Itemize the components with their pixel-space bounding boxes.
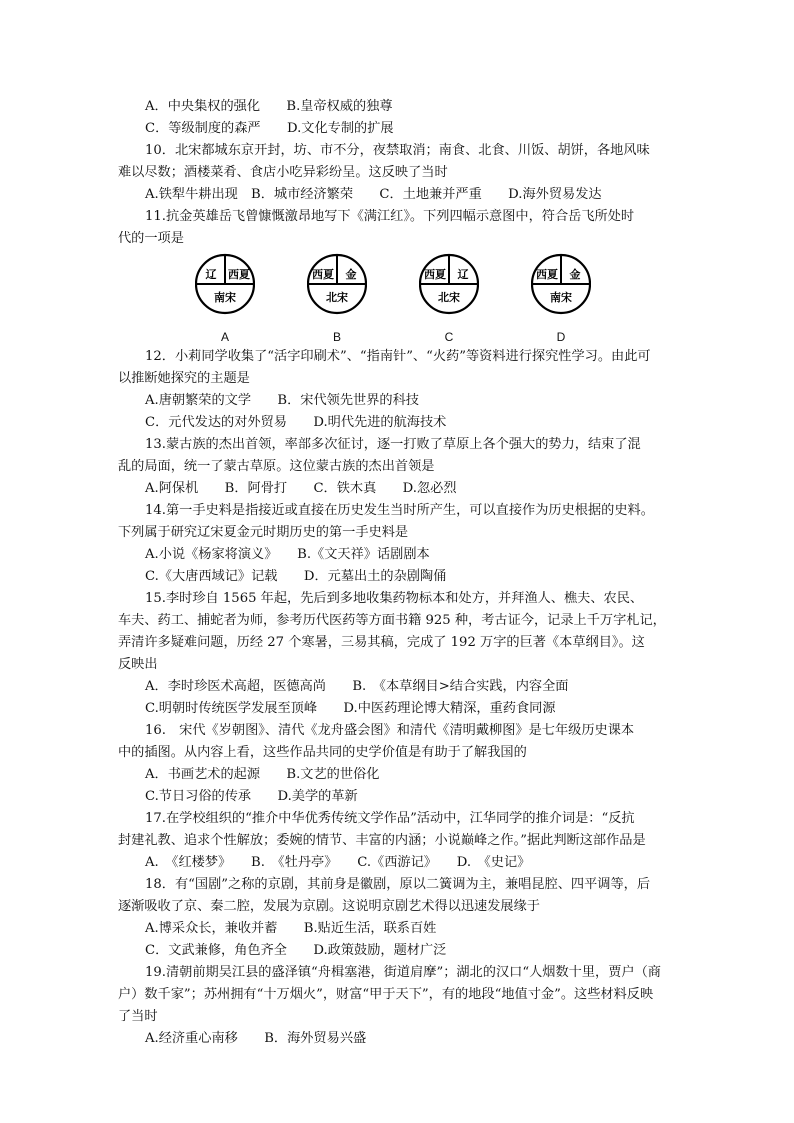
q15-stem-line-2: 车夫、药工、捕蛇者为师，参考历代医药等方面书籍 925 种，考古证今，记录上千万字札记，: [118, 613, 666, 628]
diagram-c-top-left: 西夏: [424, 268, 446, 281]
q12-stem-line-2: 以推断她探究的主题是: [118, 371, 250, 386]
diagram-c-bottom: 北宋: [438, 291, 460, 304]
q17-stem-line-1: 17.在学校组织的“推介中华优秀传统文学作品”活动中，江华同学的推介词是：“反抗: [145, 811, 635, 826]
q19-options-ab: A.经济重心南移 B．海外贸易兴盛: [145, 1031, 367, 1046]
diagram-b-top-left: 西夏: [312, 268, 334, 281]
diagram-a-letter: A: [220, 330, 229, 344]
q16-stem-line-2: 中的插图。从内容上看，这些作品共同的史学价值是有助于了解我国的: [118, 745, 527, 760]
q10-options: A.铁犁牛耕出现 B．城市经济繁荣 C．土地兼并严重 D.海外贸易发达: [145, 187, 602, 202]
q12-options-cd: C．元代发达的对外贸易 D.明代先进的航海技术: [145, 415, 447, 430]
q14-stem-line-2: 下列属于研究辽宋夏金元时期历史的第一手史料是: [118, 525, 409, 540]
diagram-b-bottom: 北宋: [326, 291, 348, 304]
q11-territory-diagrams: [195, 250, 615, 350]
q14-stem-line-1: 14.第一手史料是指接近或直接在历史发生当时所产生，可以直接作为历史根据的史料。: [145, 503, 654, 518]
q14-options-ab: A.小说《杨家将演义》 B.《文天祥》话剧剧本: [145, 547, 430, 562]
diagram-c-letter: C: [444, 330, 454, 344]
q11-stem-line-2: 代的一项是: [118, 231, 184, 246]
q15-stem-line-1: 15.李时珍自 1565 年起，先后到多地收集药物标本和处方，并拜渔人、樵夫、农民、: [145, 591, 644, 606]
diagram-a-circle: [195, 250, 255, 330]
q17-stem-line-2: 封建礼教、追求个性解放；委婉的情节、丰富的内涵；小说巅峰之作。”据此判断这部作品是: [118, 833, 646, 848]
q13-stem-line-1: 13.蒙古族的杰出首领，率部多次征讨，逐一打败了草原上各个强大的势力，结束了混: [145, 437, 641, 452]
diagram-b-circle: [307, 250, 367, 330]
q19-stem-line-2: 户）数千家”；苏州拥有“十万烟火”，财富“甲于天下”，有的地段“地值寸金”。这些材料反映: [118, 987, 654, 1002]
diagram-d-letter: D: [556, 330, 566, 344]
q14-options-cd: C.《大唐西域记》记载 D．元墓出土的杂剧陶俑: [145, 569, 447, 584]
diagram-b-top-right: 金: [345, 268, 357, 281]
diagram-d: [531, 250, 611, 350]
q18-options-cd: C．文武兼修，角色齐全 D.政策鼓励，题材广泛: [145, 943, 447, 958]
q12-stem-line-1: 12．小莉同学收集了“活字印刷术”、“指南针”、“火药”等资料进行探究性学习。由此可: [145, 349, 651, 364]
diagram-a: [195, 250, 275, 350]
diagram-c-top-right: 辽: [457, 268, 469, 281]
q19-stem-line-1: 19.清朝前期吴江县的盛泽镇“舟楫塞港，街道肩摩”；湖北的汉口“人烟数十里，贾户（商: [145, 965, 661, 980]
diagram-d-top-right: 金: [569, 268, 581, 281]
diagram-d-top-left: 西夏: [536, 268, 558, 281]
q13-stem-line-2: 乱的局面，统一了蒙古草原。这位蒙古族的杰出首领是: [118, 459, 435, 474]
diagram-a-top-right: 西夏: [228, 268, 250, 281]
q15-options-ab: A．李时珍医术高超，医德高尚 B. 《本草纲目>结合实践，内容全面: [145, 679, 569, 694]
q10-stem-line-1: 10．北宋都城东京开封，坊、市不分，夜禁取消；南食、北食、川饭、胡饼，各地风味: [145, 143, 650, 158]
diagram-b-letter: B: [332, 330, 341, 344]
q15-stem-line-4: 反映出: [118, 657, 158, 672]
diagram-a-top-left: 辽: [205, 268, 217, 281]
q16-options-ab: A．书画艺术的起源 B.文艺的世俗化: [145, 767, 380, 782]
q17-options: A. 《红楼梦》 B. 《牡丹亭》 C.《西游记》 D. 《史记》: [145, 855, 531, 870]
q18-options-ab: A.博采众长，兼收并蓄 B.贴近生活，联系百姓: [145, 921, 437, 936]
q16-stem-line-1: 16. 宋代《岁朝图》、清代《龙舟盛会图》和清代《清明戴柳图》是七年级历史课本: [145, 723, 635, 738]
q10-stem-line-2: 难以尽数；酒楼菜肴、食店小吃异彩纷呈。这反映了当时: [118, 165, 448, 180]
q16-options-cd: C.节日习俗的传承 D.美学的革新: [145, 789, 358, 804]
q9-options-ab: A．中央集权的强化 B.皇帝权威的独尊: [145, 99, 393, 114]
q15-stem-line-3: 弄清许多疑难问题，历经 27 个寒暑，三易其稿，完成了 192 万字的巨著《本草纲目》。这: [118, 635, 645, 650]
diagram-a-bottom: 南宋: [214, 291, 236, 304]
diagram-c-circle: [419, 250, 479, 330]
diagram-d-bottom: 南宋: [550, 291, 572, 304]
q11-stem-line-1: 11.抗金英雄岳飞曾慷慨激昂地写下《满江红》。下列四幅示意图中，符合岳飞所处时: [145, 209, 635, 224]
diagram-d-circle: [531, 250, 591, 330]
q15-options-cd: C.明朝时传统医学发展至顶峰 D.中医药理论博大精深，重药食同源: [145, 701, 556, 716]
diagram-c: [419, 250, 499, 350]
diagram-b: [307, 250, 387, 350]
q19-stem-line-3: 了当时: [118, 1009, 158, 1024]
q12-options-ab: A.唐朝繁荣的文学 B．宋代领先世界的科技: [145, 393, 419, 408]
q18-stem-line-1: 18．有“国剧”之称的京剧，其前身是徽剧，原以二簧调为主，兼唱昆腔、四平调等，后: [145, 877, 651, 892]
q18-stem-line-2: 逐渐吸收了京、秦二腔，发展为京剧。这说明京剧艺术得以迅速发展缘于: [118, 899, 540, 914]
q9-options-cd: C．等级制度的森严 D.文化专制的扩展: [145, 121, 394, 136]
q13-options: A.阿保机 B．阿骨打 C．铁木真 D.忽必烈: [145, 481, 457, 496]
